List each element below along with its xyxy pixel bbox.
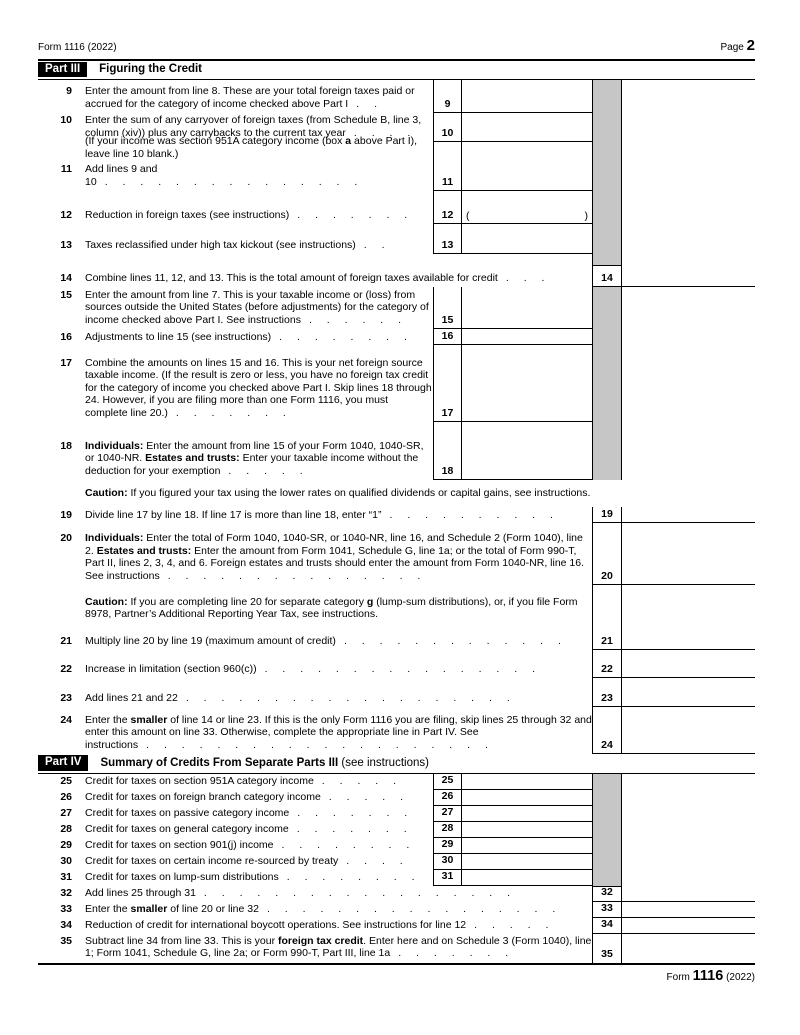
line-33-amount-field[interactable] (622, 902, 755, 918)
line-25-box-number: 25 (433, 774, 461, 790)
line-33-dot-leader: . . . . . . . . . . . . . . . . . (266, 903, 562, 915)
form-id: Form 1116 (2022) (38, 42, 117, 53)
line-18-label: Individuals: Enter the amount from line 15 of your Form 1040, 1040-SR, or 1040-NR. Estates and trusts: Enter your taxable income without the deduction for your exemption (85, 439, 424, 477)
line-20-label: Individuals: Enter the total of Form 1040, 1040-SR, or 1040-NR, line 16, and Schedule 2 (Form 1040), line 2. Estates and trusts: Enter the amount from Form 1041, Schedule G, line 1a; or the total of Form 990-T, Part II, lines 2, 3, 4, and 6. Foreign estates and trusts should enter the amount from Form 1040-NR, line 16. See instructions (85, 532, 585, 582)
line-18-row (38, 422, 755, 480)
line-17-number: 17 (60, 356, 72, 369)
shaded-column (592, 254, 622, 265)
shaded-column (592, 854, 622, 870)
line-25-dot-leader: . . . . . (321, 775, 403, 787)
line-22-dot-leader: . . . . . . . . . . . . . . . . (264, 662, 542, 675)
line-17-amount-field[interactable] (461, 345, 592, 422)
line-33-number: 33 (60, 903, 72, 915)
line-32-dot-leader: . . . . . . . . . . . . . . . . . . (203, 887, 517, 899)
line-19-number: 19 (60, 508, 72, 521)
shaded-column (592, 224, 622, 254)
line-24-row (38, 707, 755, 754)
line-21-row (38, 585, 755, 650)
line-34-amount-field[interactable] (622, 918, 755, 934)
footer-form-word: Form (666, 971, 693, 983)
line-14-dot-leader: . . . (505, 271, 551, 284)
shaded-column (592, 329, 622, 345)
line-13-box-number: 13 (433, 224, 461, 254)
line-29-dot-leader: . . . . . . . . (281, 839, 416, 851)
shaded-column (592, 80, 622, 113)
line-35-label: Subtract line 34 from line 33. This is your foreign tax credit. Enter here and on Schedule 3 (Form 1040), line 1; Form 1041, Schedule G, line 2a; or Form 990-T, Part III, line 1a (85, 934, 592, 959)
line-23-amount-field[interactable] (622, 678, 755, 707)
line-15-amount-field[interactable] (461, 287, 592, 329)
line-22-label: Increase in limitation (section 960(c)) (85, 662, 257, 675)
line-13-row (38, 224, 755, 254)
shaded-column (592, 345, 622, 422)
line-32-amount-field[interactable] (622, 886, 755, 902)
line-32-box-number: 32 (592, 886, 622, 902)
line-13-label: Taxes reclassified under high tax kickout (see instructions) (85, 238, 356, 251)
shaded-column (592, 113, 622, 142)
shaded-column (592, 870, 622, 886)
line-11-desc (38, 135, 433, 191)
line-21-number: 21 (60, 634, 72, 647)
line-9-row (38, 80, 755, 113)
line-29-row (38, 838, 755, 854)
line-23-label: Add lines 21 and 22 (85, 691, 178, 704)
line-24-label: Enter the smaller of line 14 or line 23. If this is the only Form 1116 you are filing, skip lines 25 through 32 and enter this amount on line 33. Otherwise, complete the appropriate line in Part IV. See instructions (85, 713, 592, 751)
line-29-number: 29 (60, 839, 72, 851)
line-16-desc (38, 329, 433, 345)
line-11-row (38, 135, 755, 191)
line-24-box-number: 24 (592, 707, 622, 754)
line-27-number: 27 (60, 807, 72, 819)
line-34-row (38, 918, 755, 934)
line-17-desc (38, 345, 433, 422)
line-30-desc (38, 854, 433, 870)
line-12-amount-field[interactable] (461, 191, 592, 224)
line-13-desc (38, 224, 433, 254)
line-26-number: 26 (60, 791, 72, 803)
line-20-amount-field[interactable] (622, 523, 755, 585)
line-23-number: 23 (60, 691, 72, 704)
line-22-desc (38, 650, 592, 678)
line-13-dot-leader: . . (363, 238, 391, 251)
line-17-dot-leader: . . . . . . . (175, 406, 292, 419)
line-9-label: Enter the amount from line 8. These are your total foreign taxes paid or accrued for the category of income checked above Part I (85, 85, 415, 110)
line-26-box-number: 26 (433, 790, 461, 806)
shaded-column (592, 806, 622, 822)
line-9-desc (38, 80, 433, 113)
line-28-box-number: 28 (433, 822, 461, 838)
line-12-row (38, 191, 755, 224)
line-10-label: Enter the sum of any carryover of foreign taxes (from Schedule B, line 3, column (xiv)) plus any carrybacks to the current tax year (85, 114, 422, 139)
line-27-row (38, 806, 755, 822)
line-9-box-number: 9 (433, 80, 461, 113)
line-30-row (38, 854, 755, 870)
line-21-amount-field[interactable] (622, 585, 755, 650)
line-23-row (38, 678, 755, 707)
shaded-column (592, 822, 622, 838)
line-27-amount-field[interactable] (461, 806, 592, 822)
line-31-row (38, 870, 755, 886)
line-11-dot-leader: . . . . . . . . . . . . . . . (104, 175, 364, 188)
line-26-desc (38, 790, 433, 806)
line-10-amount-field[interactable] (461, 113, 592, 142)
line-29-box-number: 29 (433, 838, 461, 854)
line-32-desc (38, 886, 592, 902)
line-27-box-number: 27 (433, 806, 461, 822)
caution-line-18-text: Caution: If you figured your tax using the lower rates on qualified dividends or capital gains, see instructions. (85, 487, 591, 500)
line-12-box-number: 12 (433, 191, 461, 224)
line-31-box-number: 31 (433, 870, 461, 886)
paren-close: ) (584, 209, 588, 222)
line-18-desc (38, 422, 433, 480)
line-28-desc (38, 822, 433, 838)
line-35-number: 35 (60, 934, 72, 947)
line-35-desc (38, 934, 592, 963)
line-9-dot-leader: . . (356, 97, 383, 110)
page-number: 2 (746, 37, 755, 54)
line-29-desc (38, 838, 433, 854)
caution-line-20: Caution: If you are completing line 20 for separate category g (lump-sum distributions), or, if you file Form 8978, Partner’s Additional Reporting Year Tax, see instructions. (85, 595, 578, 620)
shaded-column (592, 287, 622, 329)
line-30-box-number: 30 (433, 854, 461, 870)
line-9-number: 9 (66, 85, 72, 97)
line-23-dot-leader: . . . . . . . . . . . . . . . . . . . (185, 691, 516, 704)
line-10-box-number: 10 (433, 113, 461, 142)
line-26-row (38, 790, 755, 806)
line-12-label: Reduction in foreign taxes (see instructions) (85, 208, 290, 221)
line-19-label: Divide line 17 by line 18. If line 17 is more than line 18, enter “1” (85, 508, 382, 521)
line-12-dot-leader: . . . . . . . (297, 208, 414, 221)
part-iv-badge: Part IV (38, 755, 88, 771)
line-34-number: 34 (60, 919, 72, 931)
line-20-desc (38, 523, 592, 585)
shaded-column (592, 790, 622, 806)
line-32-row (38, 886, 755, 902)
line-20-box-number: 20 (592, 523, 622, 585)
line-34-box-number: 34 (592, 918, 622, 934)
line-15-label: Enter the amount from line 7. This is your taxable income or (loss) from sources outside the United States (before adjustments) for the category of income checked above Part I. See instructions (85, 288, 429, 326)
line-30-dot-leader: . . . . (346, 855, 409, 867)
line-26-dot-leader: . . . . . (328, 791, 410, 803)
line-31-amount-field[interactable] (461, 870, 592, 886)
shaded-column (592, 774, 622, 790)
line-33-box-number: 33 (592, 902, 622, 918)
line-19-amount-field[interactable] (622, 507, 755, 523)
line-34-dot-leader: . . . . . (474, 919, 555, 931)
line-11-amount-field[interactable] (461, 142, 592, 191)
line-14-box-number: 14 (592, 265, 622, 287)
line-25-label: Credit for taxes on section 951A category income (85, 775, 314, 787)
line-16-number: 16 (60, 330, 72, 343)
line-16-row (38, 329, 755, 345)
line-15-row (38, 287, 755, 329)
line-28-dot-leader: . . . . . . . (296, 823, 413, 835)
line-21-label: Multiply line 20 by line 19 (maximum amount of credit) (85, 634, 336, 647)
line-15-number: 15 (60, 288, 72, 301)
line-18-dot-leader: . . . . . (228, 464, 309, 477)
page-header (38, 37, 755, 61)
page-footer (38, 967, 755, 985)
line-17-label: Combine the amounts on lines 15 and 16. This is your net foreign source taxable income. (If the result is zero or less, you have no foreign tax credit for the category of income you checked above Part I. Skip lines 18 through 24. However, if you are filing more than one Form 1116, you must complete line 20.) (85, 356, 432, 419)
line-22-number: 22 (60, 662, 72, 675)
line-14-row (38, 265, 755, 287)
line-15-desc (38, 287, 433, 329)
line-18-amount-field[interactable] (461, 422, 592, 480)
line-18-number: 18 (60, 439, 72, 452)
line-20-dot-leader: . . . . . . . . . . . . . . . (167, 569, 427, 582)
line-15-box-number: 15 (433, 287, 461, 329)
line-14-desc (38, 265, 592, 287)
line-24-dot-leader: . . . . . . . . . . . . . . . . . . . . (146, 738, 494, 751)
line-14-number: 14 (60, 271, 72, 284)
shaded-spacer (38, 254, 755, 265)
line-20-row (38, 523, 755, 585)
line-32-number: 32 (60, 887, 72, 899)
line-35-box-number: 35 (592, 934, 622, 963)
line-25-row (38, 774, 755, 790)
line-19-dot-leader: . . . . . . . . . . (389, 508, 559, 521)
line-24-number: 24 (60, 713, 72, 726)
line-11-box-number: 11 (433, 142, 461, 191)
line-17-box-number: 17 (433, 345, 461, 422)
line-34-desc (38, 918, 592, 934)
line-21-desc (38, 585, 592, 650)
shaded-column (592, 142, 622, 191)
line-19-desc (38, 507, 592, 523)
line-21-box-number: 21 (592, 585, 622, 650)
line-25-number: 25 (60, 775, 72, 787)
line-24-desc (38, 707, 592, 754)
line-31-number: 31 (60, 871, 72, 883)
line-22-amount-field[interactable] (622, 650, 755, 678)
part-iv-title: Summary of Credits From Separate Parts III (see instructions) (100, 756, 429, 769)
line-16-box-number: 16 (433, 329, 461, 345)
line-18-box-number: 18 (433, 422, 461, 480)
line-24-amount-field[interactable] (622, 707, 755, 754)
line-34-label: Reduction of credit for international boycott operations. See instructions for line 12 (85, 919, 467, 931)
line-11-label: Add lines 9 and 10 (85, 163, 158, 188)
line-15-dot-leader: . . . . . . (308, 313, 408, 326)
line-26-label: Credit for taxes on foreign branch category income (85, 791, 321, 803)
line-29-label: Credit for taxes on section 901(j) income (85, 839, 274, 851)
line-14-label: Combine lines 11, 12, and 13. This is the total amount of foreign taxes available for credit (85, 271, 498, 284)
caution-line-18 (38, 480, 755, 507)
line-23-box-number: 23 (592, 678, 622, 707)
line-28-row (38, 822, 755, 838)
part-iii-header (38, 61, 755, 81)
line-12-desc (38, 191, 433, 224)
line-28-amount-field[interactable] (461, 822, 592, 838)
line-11-number: 11 (60, 163, 72, 175)
part-iv-header (38, 754, 755, 774)
line-10-note: (If your income was section 951A category income (box a above Part I), leave line 10 blank.) (85, 135, 418, 160)
line-25-amount-field[interactable] (461, 774, 592, 790)
line-33-label: Enter the smaller of line 20 or line 32 (85, 903, 259, 915)
line-16-label: Adjustments to line 15 (see instructions) (85, 330, 272, 343)
line-30-label: Credit for taxes on certain income re-sourced by treaty (85, 855, 339, 867)
line-20-number: 20 (60, 532, 72, 544)
line-16-dot-leader: . . . . . . . . (279, 330, 413, 343)
line-14-amount-field[interactable] (622, 265, 755, 287)
line-21-dot-leader: . . . . . . . . . . . . . (343, 634, 567, 647)
line-31-dot-leader: . . . . . . . . (286, 871, 421, 883)
line-13-amount-field[interactable] (461, 224, 592, 254)
line-17-row (38, 345, 755, 422)
line-28-label: Credit for taxes on general category income (85, 823, 289, 835)
line-28-number: 28 (60, 823, 72, 835)
line-19-row (38, 507, 755, 523)
line-26-amount-field[interactable] (461, 790, 592, 806)
shaded-column (592, 422, 622, 480)
footer-form-number: 1116 (692, 967, 724, 984)
line-30-amount-field[interactable] (461, 854, 592, 870)
line-23-desc (38, 678, 592, 707)
paren-open: ( (466, 209, 470, 222)
line-35-row (38, 934, 755, 965)
line-22-box-number: 22 (592, 650, 622, 678)
line-25-desc (38, 774, 433, 790)
shaded-column (592, 838, 622, 854)
line-9-amount-field[interactable] (461, 80, 592, 113)
line-10-number: 10 (60, 114, 72, 126)
line-35-amount-field[interactable] (622, 934, 755, 963)
line-16-amount-field[interactable] (461, 329, 592, 345)
line-13-number: 13 (60, 238, 72, 251)
line-33-desc (38, 902, 592, 918)
line-10-dot-leader: . . . . (353, 126, 417, 139)
line-33-row (38, 902, 755, 918)
line-19-box-number: 19 (592, 507, 622, 523)
line-32-label: Add lines 25 through 31 (85, 887, 196, 899)
part-iii-badge: Part III (38, 62, 87, 78)
part-iii-title: Figuring the Credit (99, 63, 203, 75)
page-label: Page (720, 42, 744, 53)
line-27-desc (38, 806, 433, 822)
line-27-label: Credit for taxes on passive category income (85, 807, 290, 819)
shaded-column (592, 191, 622, 224)
line-22-row (38, 650, 755, 678)
line-12-number: 12 (60, 208, 72, 221)
line-31-label: Credit for taxes on lump-sum distributions (85, 871, 279, 883)
line-31-desc (38, 870, 433, 886)
footer-year: (2022) (723, 971, 755, 983)
page-indicator (720, 37, 755, 55)
line-35-dot-leader: . . . . . . . (398, 947, 515, 959)
line-29-amount-field[interactable] (461, 838, 592, 854)
line-27-dot-leader: . . . . . . . (297, 807, 414, 819)
line-30-number: 30 (60, 855, 72, 867)
